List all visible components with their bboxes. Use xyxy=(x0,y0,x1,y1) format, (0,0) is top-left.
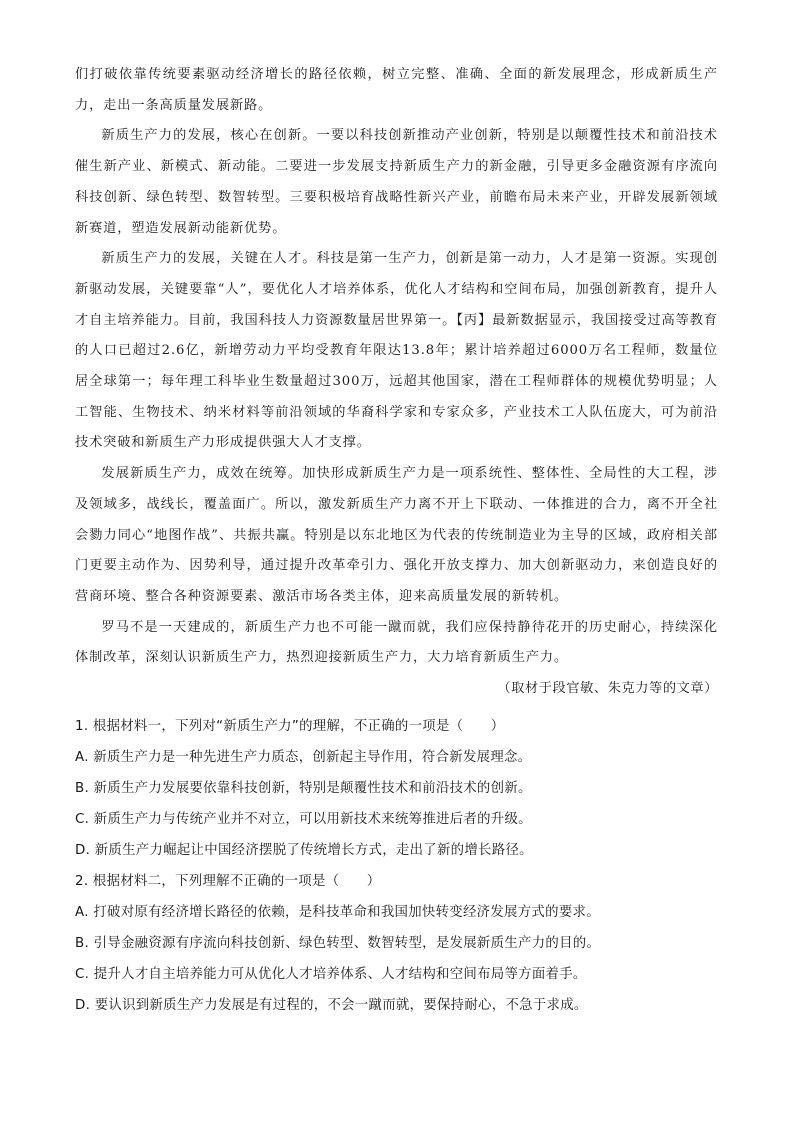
article-paragraph: 发展新质生产力，成效在统筹。加快形成新质生产力是一项系统性、整体性、全局性的大工程，涉及领域多，战线长，覆盖面广。所以，激发新质生产力离不开上下联动、一体推进的合力，离不开全社会勠力同心“地图作战”、共振共赢。特别是以东北地区为代表的传统制造业为主导的区域，政府相关部门更要主动作为、因势利导，通过提升改革牵引力、强化开放支撑力、加大创新驱动力，来创造良好的营商环境、整合各种资源要素、激活市场各类主体，迎来高质量发展的新转机。 xyxy=(75,466,718,604)
article-text xyxy=(75,60,718,705)
article-source: （取材于段官敏、朱克力等的文章） xyxy=(497,681,718,697)
question-1 xyxy=(75,711,718,866)
question-list xyxy=(75,711,718,1021)
option-a: A. 新质生产力是一种先进生产力质态，创新起主导作用，符合新发展理念。 xyxy=(75,749,532,765)
article-paragraph: 罗马不是一天建成的，新质生产力也不可能一蹴而就，我们应保持静待花开的历史耐心，持续深化体制改革，深刻认识新质生产力，热烈迎接新质生产力，大力培育新质生产力。 xyxy=(75,619,718,666)
article-paragraph: 新质生产力的发展，核心在创新。一要以科技创新推动产业创新，特别是以颠覆性技术和前沿技术催生新产业、新模式、新动能。二要进一步发展支持新质生产力的新金融，引导更多金融资源有序流向科技创新、绿色转型、数智转型。三要积极培育战略性新兴产业，前瞻布局未来产业，开辟发展新领域新赛道，塑造发展新动能新优势。 xyxy=(75,128,718,236)
question-stem: 2. 根据材料二，下列理解不正确的一项是（ ） xyxy=(75,873,381,889)
option-b: B. 引导金融资源有序流向科技创新、绿色转型、数智转型，是发展新质生产力的目的。 xyxy=(75,935,601,951)
option-a: A. 打破对原有经济增长路径的依赖，是科技革命和我国加快转变经济发展方式的要求。 xyxy=(75,904,600,920)
article-paragraph: 新质生产力的发展，关键在人才。科技是第一生产力，创新是第一动力，人才是第一资源。实现创新驱动发展，关键要靠“人”，要优化人才培养体系，优化人才结构和空间布局，加强创新教育，提升人才自主培养能力。目前，我国科技人力资源数量居世界第一。【丙】最新数据显示，我国接受过高等教育的人口已超过2.6亿，新增劳动力平均受教育年限达13.8年；累计培养超过6000万名工程师，数量位居全球第一；每年理工科毕业生数量超过300万，远超其他国家，潜在工程师群体的规模优势明显；人工智能、生物技术、纳米材料等前沿领域的华裔科学家和专家众多，产业技术工人队伍庞大，可为前沿技术突破和新质生产力形成提供强大人才支撑。 xyxy=(75,251,718,451)
article-paragraph: 们打破依靠传统要素驱动经济增长的路径依赖，树立完整、准确、全面的新发展理念，形成新质生产力，走出一条高质量发展新路。 xyxy=(75,67,718,113)
option-c: C. 提升人才自主培养能力可从优化人才培养体系、人才结构和空间布局等方面着手。 xyxy=(75,966,587,982)
question-stem: 1. 根据材料一，下列对“新质生产力”的理解，不正确的一项是（ ） xyxy=(75,718,505,734)
option-d: D. 新质生产力崛起让中国经济摆脱了传统增长方式，走出了新的增长路径。 xyxy=(75,842,533,858)
option-c: C. 新质生产力与传统产业并不对立，可以用新技术来统筹推进后者的升级。 xyxy=(75,811,532,827)
question-2 xyxy=(75,866,718,1021)
option-b: B. 新质生产力发展要依靠科技创新，特别是颠覆性技术和前沿技术的创新。 xyxy=(75,780,532,796)
option-d: D. 要认识到新质生产力发展是有过程的，不会一蹴而就，要保持耐心，不急于求成。 xyxy=(75,997,588,1013)
